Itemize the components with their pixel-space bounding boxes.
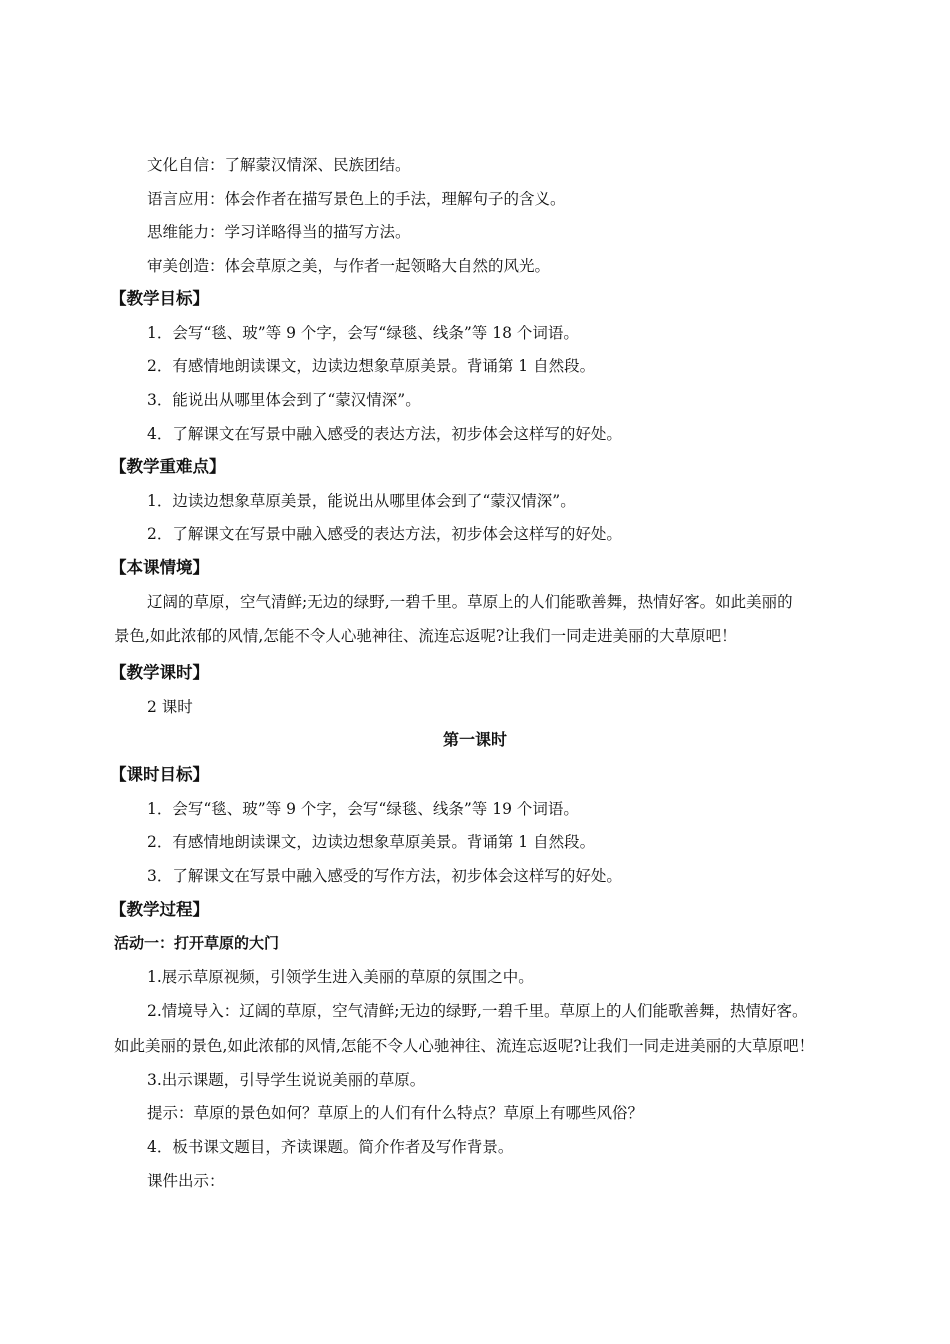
literacy-aesthetic: 审美创造：体会草原之美，与作者一起领略大自然的风光。 <box>147 257 551 275</box>
activity1-tip: 提示：草原的景色如何？草原上的人们有什么特点？草原上有哪些风俗？ <box>147 1104 644 1122</box>
key-points-heading: 【教学重难点】 <box>110 457 226 476</box>
activity1-step2-line2: 如此美丽的景色,如此浓郁的风情,怎能不令人心驰神往、流连忘返呢?让我们一同走进美丽的大草原吧！ <box>114 1037 815 1055</box>
context-text-line1: 辽阔的草原，空气清鲜;无边的绿野,一碧千里。草原上的人们能歌善舞，热情好客。如此美丽的 <box>147 593 793 611</box>
goal-item: 4．了解课文在写景中融入感受的表达方法，初步体会这样写的好处。 <box>147 425 622 443</box>
activity1-step3: 3.出示课题，引导学生说说美丽的草原。 <box>147 1071 426 1089</box>
context-text-line2: 景色,如此浓郁的风情,怎能不令人心驰神往、流连忘返呢?让我们一同走进美丽的大草原吧！ <box>114 627 737 645</box>
activity1-step1: 1.展示草原视频，引领学生进入美丽的草原的氛围之中。 <box>147 968 534 986</box>
activity1-courseware: 课件出示： <box>147 1172 225 1190</box>
activity1-title: 活动一：打开草原的大门 <box>114 934 280 952</box>
activity1-step4: 4．板书课文题目，齐读课题。简介作者及写作背景。 <box>147 1138 514 1156</box>
goals-heading: 【教学目标】 <box>110 289 209 308</box>
goal-item: 2．有感情地朗读课文，边读边想象草原美景。背诵第 1 自然段。 <box>147 357 596 375</box>
literacy-language: 语言应用：体会作者在描写景色上的手法，理解句子的含义。 <box>147 190 566 208</box>
process-heading: 【教学过程】 <box>110 900 209 919</box>
goal-item: 1．会写“毯、玻”等 9 个字，会写“绿毯、线条”等 18 个词语。 <box>147 324 579 342</box>
key-point-item: 2．了解课文在写景中融入感受的表达方法，初步体会这样写的好处。 <box>147 525 622 543</box>
literacy-thinking: 思维能力：学习详略得当的描写方法。 <box>147 223 411 241</box>
session-title: 第一课时 <box>442 730 507 749</box>
literacy-culture: 文化自信：了解蒙汉情深、民族团结。 <box>147 156 411 174</box>
activity1-step2-line1: 2.情境导入：辽阔的草原，空气清鲜;无边的绿野,一碧千里。草原上的人们能歌善舞，热情好客。 <box>147 1002 808 1020</box>
hours-heading: 【教学课时】 <box>110 663 209 682</box>
hours-value: 2 课时 <box>147 698 193 716</box>
session-goals-heading: 【课时目标】 <box>110 765 209 784</box>
goal-item: 3．能说出从哪里体会到了“蒙汉情深”。 <box>147 391 421 409</box>
key-point-item: 1．边读边想象草原美景，能说出从哪里体会到了“蒙汉情深”。 <box>147 492 576 510</box>
session-goal-item: 2．有感情地朗读课文，边读边想象草原美景。背诵第 1 自然段。 <box>147 833 596 851</box>
session-goal-item: 3．了解课文在写景中融入感受的写作方法，初步体会这样写的好处。 <box>147 867 622 885</box>
session-goal-item: 1．会写“毯、玻”等 9 个字，会写“绿毯、线条”等 19 个词语。 <box>147 800 579 818</box>
context-heading: 【本课情境】 <box>110 558 209 577</box>
